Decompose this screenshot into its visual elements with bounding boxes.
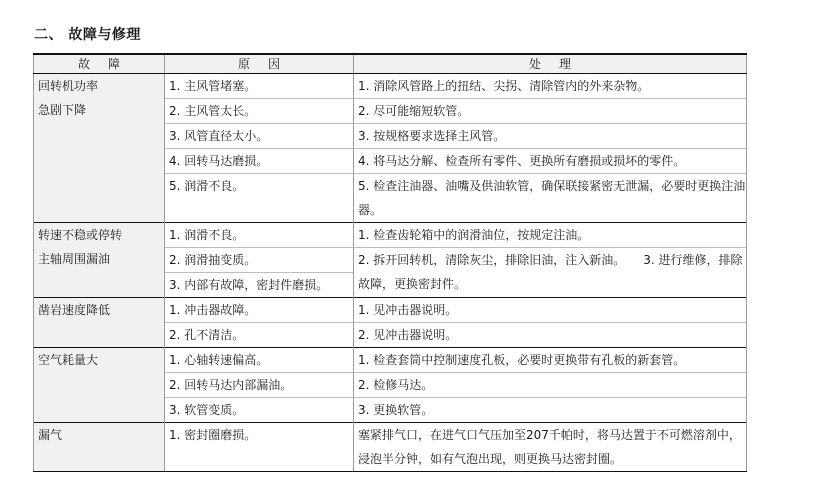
table-header-row	[34, 54, 747, 74]
fix-cell: 2. 检修马达。	[354, 373, 747, 398]
fix-cell: 1. 见冲击器说明。	[354, 298, 747, 323]
cause-cell: 2. 润滑抽变质。	[165, 248, 354, 273]
fault-cell	[34, 298, 165, 348]
fix-cell: 3. 按规格要求选择主风管。	[354, 124, 747, 149]
fault-text: 回转机功率	[38, 79, 99, 93]
fault-text: 主轴周围漏油	[38, 252, 111, 266]
table-row	[34, 223, 747, 248]
table-row	[34, 348, 747, 373]
cause-cell: 1. 冲击器故障。	[165, 298, 354, 323]
fix-cell: 2. 见冲击器说明。	[354, 323, 747, 348]
table-row	[34, 298, 747, 323]
section-title: 二、 故障与修理	[34, 27, 141, 43]
cause-cell: 3. 风管直径太小。	[165, 124, 354, 149]
table-row	[34, 74, 747, 99]
fault-text: 空气耗量大	[38, 353, 99, 367]
cause-cell: 3. 软管变质。	[165, 398, 354, 423]
fix-cell: 5. 检查注油器、油嘴及供油软管，确保联接紧密无泄漏，必要时更换注油器。	[354, 174, 747, 223]
fault-cell	[34, 423, 165, 472]
cause-cell: 1. 主风管堵塞。	[165, 74, 354, 99]
fault-text: 凿岩速度降低	[38, 303, 111, 317]
fault-text: 漏气	[38, 428, 63, 442]
cause-cell: 1. 密封圈磨损。	[165, 423, 354, 472]
fix-cell: 1. 检查套筒中控制速度孔板，必要时更换带有孔板的新套管。	[354, 348, 747, 373]
cause-cell: 1. 心轴转速偏高。	[165, 348, 354, 373]
fix-cell: 1. 消除风管路上的扭结、尖拐、清除管内的外来杂物。	[354, 74, 747, 99]
cause-cell: 5. 润滑不良。	[165, 174, 354, 223]
fault-cell	[34, 74, 165, 223]
cause-cell: 2. 孔不清洁。	[165, 323, 354, 348]
fix-cell: 4. 将马达分解、检查所有零件、更换所有磨损或损坏的零件。	[354, 149, 747, 174]
fault-repair-table	[33, 53, 747, 472]
fault-cell	[34, 223, 165, 298]
fault-text: 急剧下降	[38, 103, 87, 117]
fault-cell	[34, 348, 165, 423]
fix-cell: 2. 尽可能缩短软管。	[354, 99, 747, 124]
cause-cell: 2. 主风管太长。	[165, 99, 354, 124]
header-fix: 处理	[354, 54, 747, 74]
cause-cell: 4. 回转马达磨损。	[165, 149, 354, 174]
header-cause: 原因	[165, 54, 354, 74]
fault-text: 转速不稳或停转	[38, 228, 123, 242]
cause-cell: 1. 润滑不良。	[165, 223, 354, 248]
fix-cell: 3. 更换软管。	[354, 398, 747, 423]
header-fault: 故障	[34, 54, 165, 74]
fix-cell: 1. 检查齿轮箱中的润滑油位，按规定注油。	[354, 223, 747, 248]
fix-cell: 2. 拆开回转机，清除灰尘，排除旧油，注入新油。 3. 进行维修，排除故障，更换密封件。	[354, 248, 747, 298]
cause-cell: 2. 回转马达内部漏油。	[165, 373, 354, 398]
fix-cell: 塞紧排气口，在进气口气压加至207千帕时，将马达置于不可燃溶剂中，浸泡半分钟，如有气泡出现，则更换马达密封圈。	[354, 423, 747, 472]
cause-cell: 3. 内部有故障，密封件磨损。	[165, 273, 354, 298]
table-row	[34, 423, 747, 472]
